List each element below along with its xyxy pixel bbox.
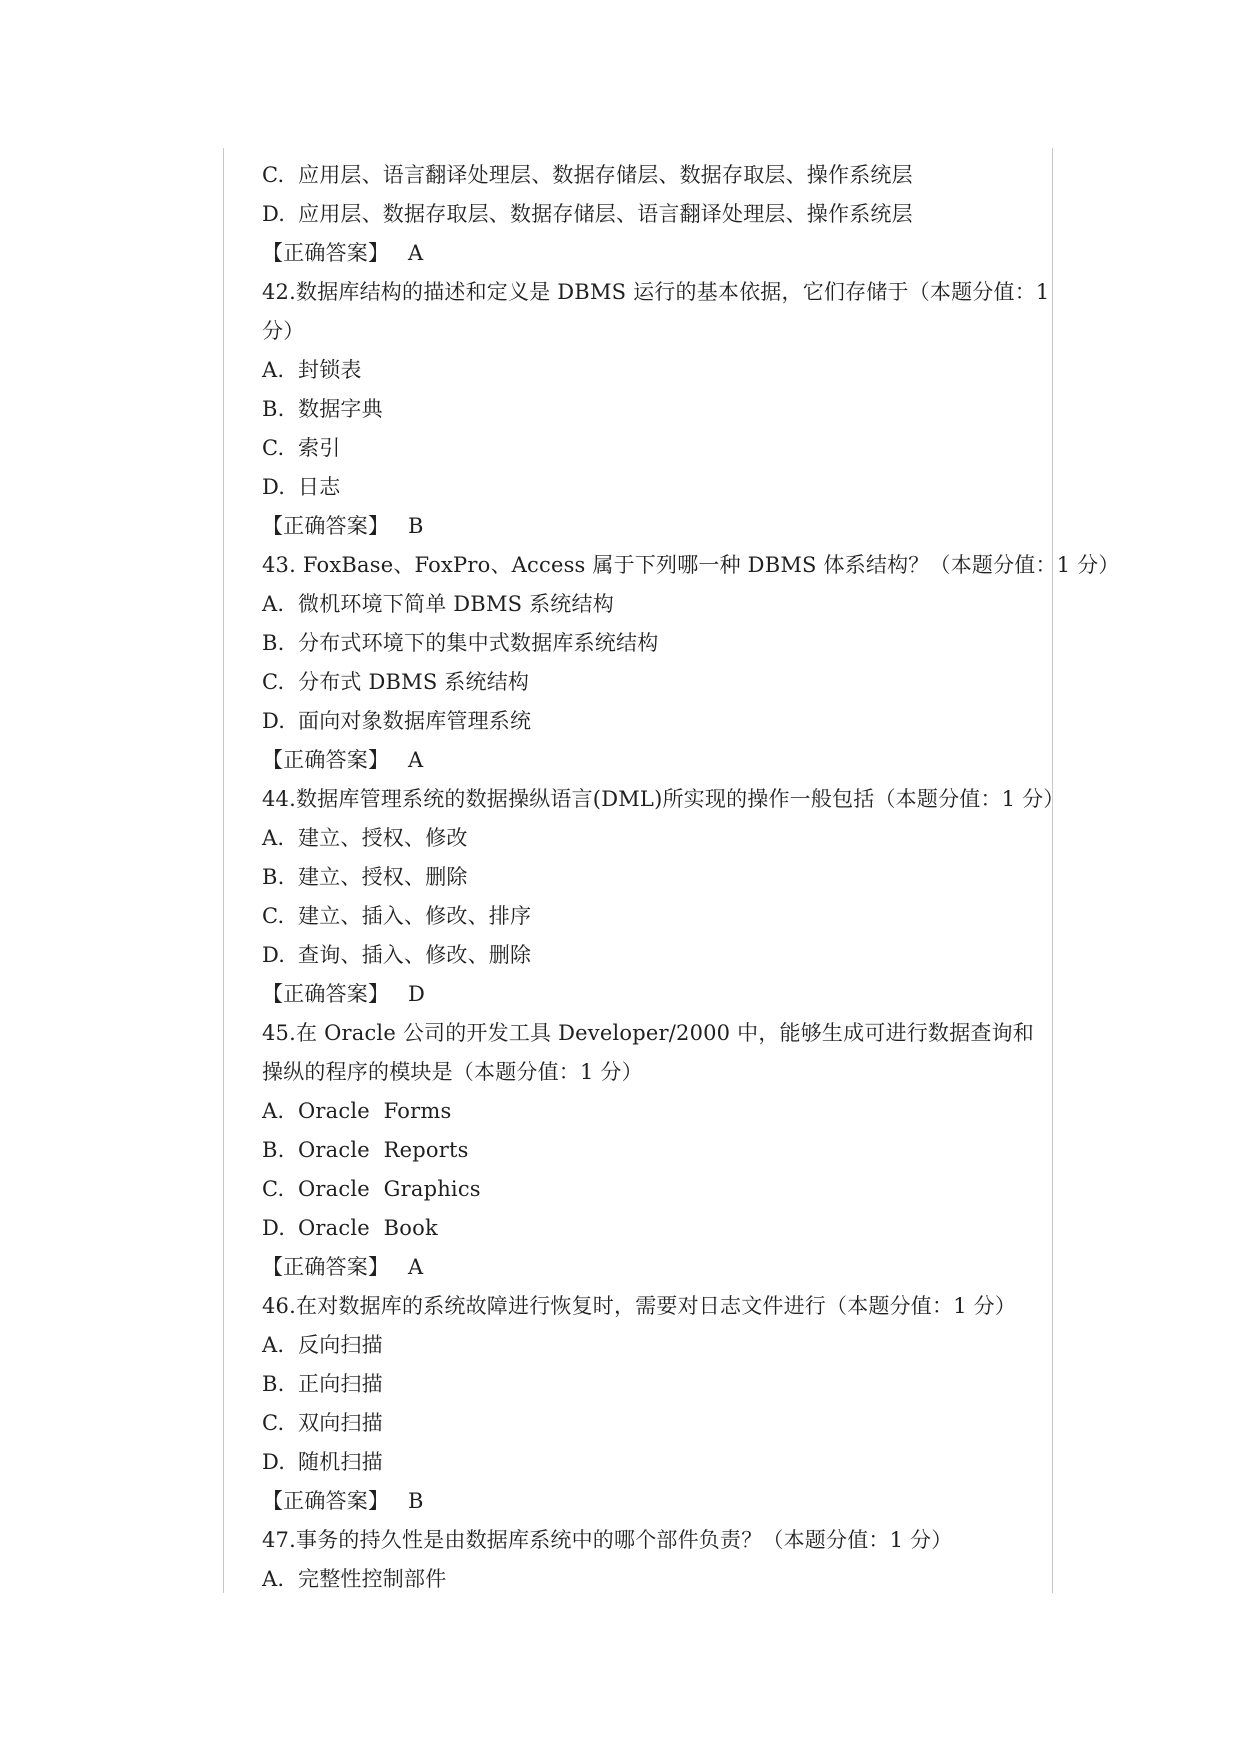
option-line [262, 585, 1052, 624]
option-line [262, 351, 1052, 390]
question-text: 46.在对数据库的系统故障进行恢复时，需要对日志文件进行（本题分值：1 分） [262, 1294, 1017, 1318]
answer-label: 【正确答案】 [262, 241, 390, 265]
option-letter: B. [262, 1138, 285, 1162]
option-letter: A. [262, 1333, 285, 1357]
answer-value: B [408, 514, 424, 538]
option-text: 建立、授权、修改 [298, 826, 468, 850]
option-text: 数据字典 [298, 397, 383, 421]
option-letter: A. [262, 1567, 285, 1591]
option-text: Oracle Forms [298, 1099, 452, 1123]
question-text: 47.事务的持久性是由数据库系统中的哪个部件负责？（本题分值：1 分） [262, 1528, 953, 1552]
option-letter: A. [262, 1099, 285, 1123]
option-line [262, 936, 1052, 975]
answer-line [262, 1482, 1052, 1521]
answer-value: A [408, 748, 424, 772]
option-text: 正向扫描 [298, 1372, 383, 1396]
option-line [262, 858, 1052, 897]
option-text: Oracle Reports [298, 1138, 469, 1162]
answer-value: D [408, 982, 426, 1006]
answer-value: B [408, 1489, 424, 1513]
answer-line [262, 975, 1052, 1014]
option-letter: C. [262, 670, 285, 694]
option-text: 应用层、语言翻译处理层、数据存储层、数据存取层、操作系统层 [298, 163, 913, 187]
option-text: Oracle Book [298, 1216, 438, 1240]
option-line [262, 1209, 1052, 1248]
option-line [262, 1131, 1052, 1170]
option-letter: B. [262, 397, 285, 421]
document-content [262, 156, 1120, 1599]
option-text: 双向扫描 [298, 1411, 383, 1435]
option-line [262, 624, 1052, 663]
answer-label: 【正确答案】 [262, 1255, 390, 1279]
option-line [262, 1443, 1052, 1482]
option-line [262, 1404, 1052, 1443]
option-line [262, 1365, 1052, 1404]
answer-line [262, 234, 1052, 273]
answer-value: A [408, 1255, 424, 1279]
answer-label: 【正确答案】 [262, 1489, 390, 1513]
question-text: 43. FoxBase、FoxPro、Access 属于下列哪一种 DBMS 体系结构？（本题分值：1 分） [262, 553, 1120, 577]
option-letter: D. [262, 475, 286, 499]
option-text: 完整性控制部件 [298, 1567, 447, 1591]
option-text: 反向扫描 [298, 1333, 383, 1357]
option-line [262, 663, 1052, 702]
answer-label: 【正确答案】 [262, 748, 390, 772]
option-text: 建立、插入、修改、排序 [298, 904, 532, 928]
option-line [262, 1092, 1052, 1131]
option-text: 索引 [298, 436, 341, 460]
option-letter: B. [262, 1372, 285, 1396]
option-letter: C. [262, 1411, 285, 1435]
option-text: 分布式环境下的集中式数据库系统结构 [298, 631, 659, 655]
answer-line [262, 507, 1052, 546]
option-text: 随机扫描 [298, 1450, 383, 1474]
option-line [262, 195, 1052, 234]
option-text: 微机环境下简单 DBMS 系统结构 [298, 592, 614, 616]
option-line [262, 819, 1052, 858]
option-letter: A. [262, 358, 285, 382]
option-letter: D. [262, 943, 286, 967]
answer-label: 【正确答案】 [262, 514, 390, 538]
option-line [262, 702, 1052, 741]
answer-value: A [408, 241, 424, 265]
option-letter: A. [262, 826, 285, 850]
answer-line [262, 1248, 1052, 1287]
option-line [262, 1170, 1052, 1209]
option-letter: C. [262, 1177, 285, 1201]
option-text: 封锁表 [298, 358, 362, 382]
option-letter: D. [262, 202, 286, 226]
option-letter: B. [262, 865, 285, 889]
option-line [262, 1560, 1052, 1599]
option-letter: C. [262, 436, 285, 460]
option-text: 面向对象数据库管理系统 [298, 709, 532, 733]
option-text: 查询、插入、修改、删除 [298, 943, 532, 967]
option-letter: C. [262, 163, 285, 187]
option-text: 分布式 DBMS 系统结构 [298, 670, 530, 694]
option-letter: B. [262, 631, 285, 655]
option-letter: D. [262, 709, 286, 733]
question-text: 42.数据库结构的描述和定义是 DBMS 运行的基本依据，它们存储于（本题分值：1 分） [262, 280, 1050, 343]
option-letter: A. [262, 592, 285, 616]
option-line [262, 468, 1052, 507]
option-text: 建立、授权、删除 [298, 865, 468, 889]
option-line [262, 897, 1052, 936]
option-letter: D. [262, 1216, 286, 1240]
question-text: 44.数据库管理系统的数据操纵语言(DML)所实现的操作一般包括（本题分值：1 分） [262, 787, 1065, 811]
option-line [262, 429, 1052, 468]
answer-label: 【正确答案】 [262, 982, 390, 1006]
option-line [262, 1326, 1052, 1365]
option-line [262, 156, 1052, 195]
question-text: 45.在 Oracle 公司的开发工具 Developer/2000 中，能够生成可进行数据查询和操纵的程序的模块是（本题分值：1 分） [262, 1021, 1034, 1084]
option-letter: C. [262, 904, 285, 928]
option-letter: D. [262, 1450, 286, 1474]
option-text: 应用层、数据存取层、数据存储层、语言翻译处理层、操作系统层 [298, 202, 913, 226]
option-text: 日志 [298, 475, 341, 499]
option-line [262, 390, 1052, 429]
answer-line [262, 741, 1052, 780]
option-text: Oracle Graphics [298, 1177, 481, 1201]
